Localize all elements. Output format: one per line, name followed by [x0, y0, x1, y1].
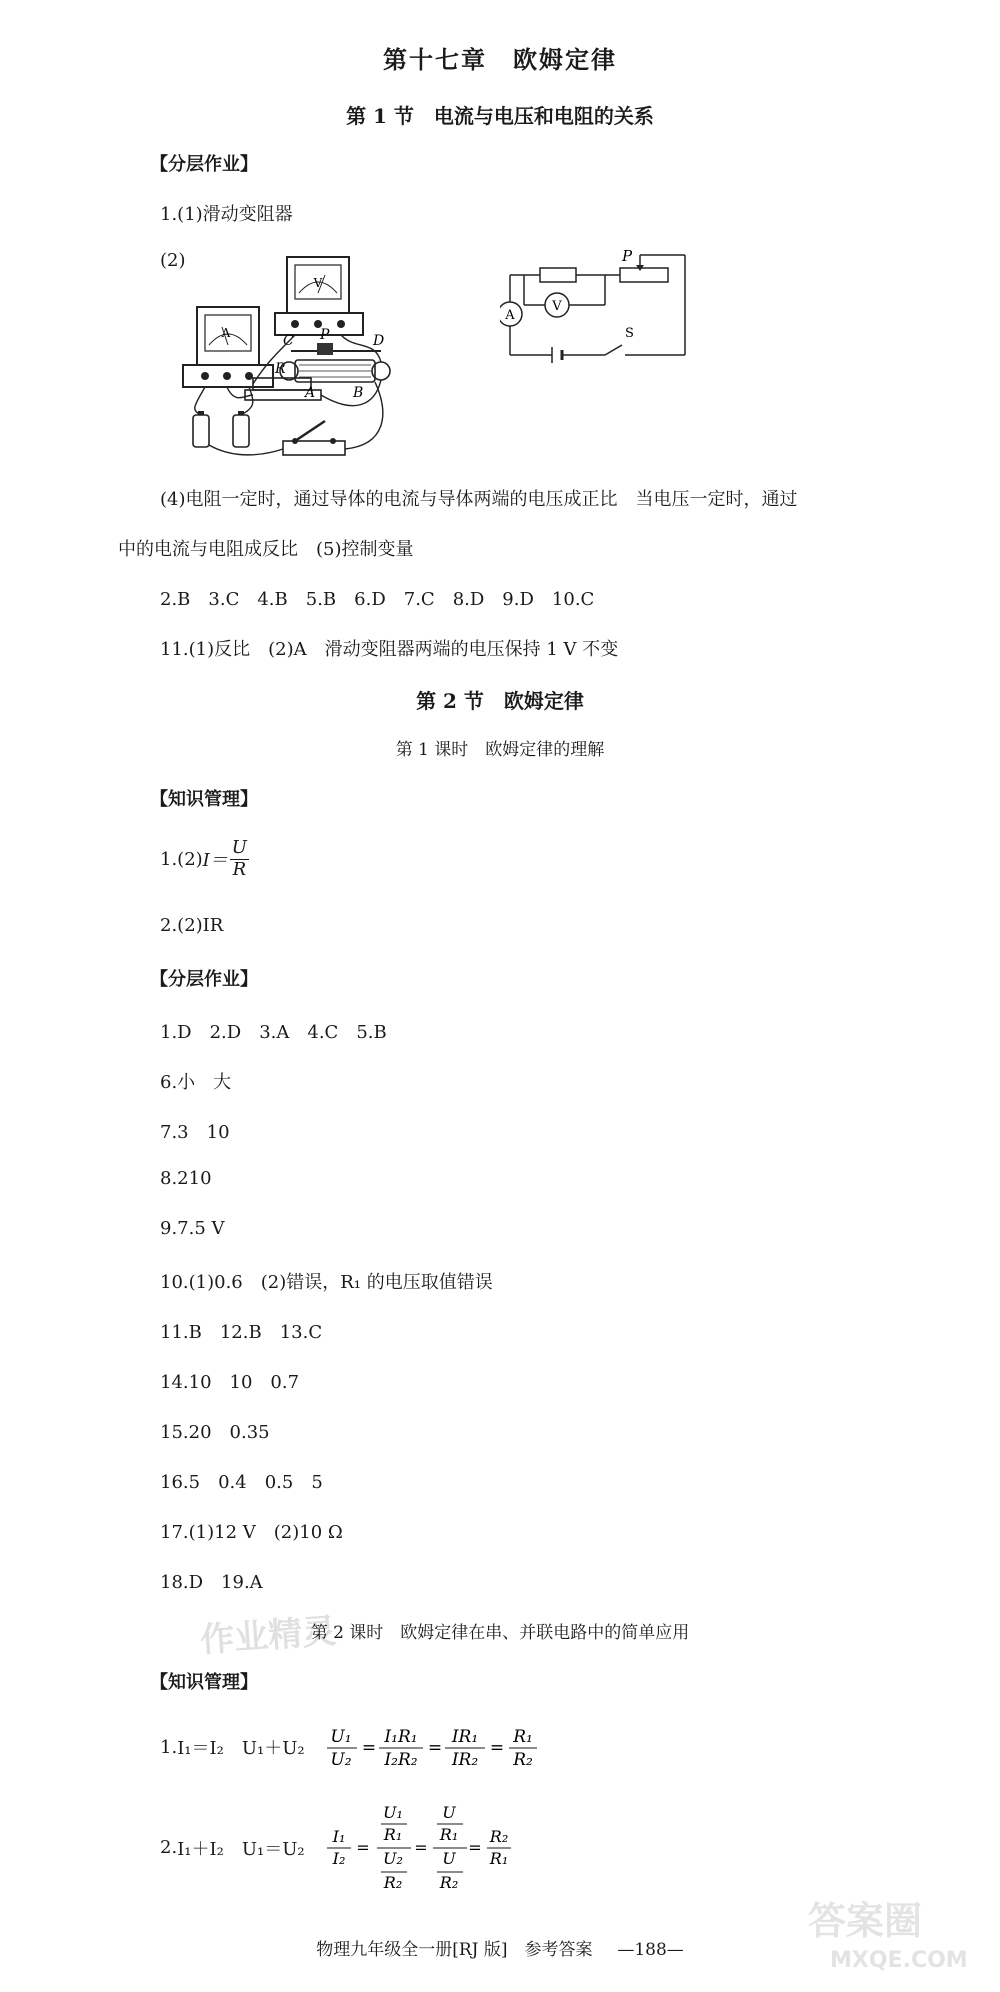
answers-2-10: 2.B 3.C 4.B 5.B 6.D 7.C 8.D 9.D 10.C	[160, 589, 595, 610]
terminal-b-label: B	[353, 385, 364, 401]
watermark-text: 作业精灵	[199, 1611, 338, 1661]
parallel-prefix: 2.	[160, 1837, 178, 1858]
ohms-law-numerator: U	[231, 837, 247, 858]
circuit-slider-label: P	[622, 247, 633, 265]
ohms-law-lhs: I＝	[202, 850, 228, 872]
svg-text:=: =	[489, 1738, 504, 1758]
answer-list: 6.小 大	[160, 1072, 232, 1093]
svg-text:U₂: U₂	[382, 1849, 403, 1868]
svg-text:R₂: R₂	[383, 1873, 402, 1892]
series-ratio-formula	[323, 1722, 543, 1772]
svg-text:R₁: R₁	[383, 1825, 402, 1844]
svg-text:U: U	[441, 1849, 456, 1868]
answer-list: 9.7.5 V	[160, 1218, 225, 1239]
answer-1-2-label: (2)	[160, 250, 186, 271]
footer-book-title: 物理九年级全一册[RJ 版] 参考答案	[316, 1940, 593, 1960]
parallel-circuit-formula	[160, 1800, 513, 1895]
lesson-2-title: 第 2 课时 欧姆定律在串、并联电路中的简单应用	[310, 1623, 690, 1643]
svg-text:I₁R₁: I₁R₁	[384, 1727, 418, 1747]
homework-tag-1: 【分层作业】	[150, 154, 258, 175]
svg-text:I₂R₂: I₂R₂	[384, 1750, 418, 1770]
svg-text:=: =	[355, 1838, 370, 1857]
svg-text:U₂: U₂	[330, 1750, 352, 1770]
terminal-a-label: A	[305, 385, 316, 401]
parallel-relations: I₁＋I₂ U₁＝U₂	[177, 1838, 305, 1860]
circuit-voltmeter-label: V	[552, 299, 562, 314]
svg-text:IR₂: IR₂	[451, 1750, 478, 1770]
ohms-law-fraction	[230, 838, 249, 880]
answer-list: 15.20 0.35	[160, 1422, 270, 1443]
ohms-law-denominator: R	[232, 858, 247, 880]
terminal-c-label: C	[283, 333, 294, 349]
ammeter-label: A	[221, 326, 231, 340]
chapter-title: 第十七章 欧姆定律	[383, 45, 617, 74]
rheostat-symbol	[620, 268, 668, 282]
series-relations: I₁＝I₂ U₁＋U₂	[177, 1738, 305, 1759]
answer-1-4b: 中的电流与电阻成反比 (5)控制变量	[118, 539, 414, 560]
knowledge-1-prefix: 1.(2)	[160, 848, 203, 870]
homework-tag-2: 【分层作业】	[150, 969, 258, 990]
voltmeter-icon	[275, 257, 363, 335]
resistor-symbol	[540, 268, 576, 282]
voltmeter-label: V	[313, 276, 323, 290]
answer-1-1: 1.(1)滑动变阻器	[160, 204, 293, 225]
battery-icon	[193, 411, 249, 447]
series-prefix: 1.	[160, 1736, 178, 1758]
knowledge-2: 2.(2)IR	[160, 915, 224, 936]
answer-list: 18.D 19.A	[160, 1572, 263, 1593]
svg-text:=: =	[361, 1738, 376, 1758]
svg-text:U₁: U₁	[382, 1803, 403, 1822]
section-2-title: 第 2 节 欧姆定律	[416, 689, 584, 713]
series-circuit-formula	[160, 1722, 543, 1772]
answer-list: 7.3 10	[160, 1122, 230, 1143]
svg-text:R₁: R₁	[439, 1825, 458, 1844]
corner-watermark: 答案圈	[808, 1899, 923, 1943]
svg-text:I₂: I₂	[332, 1849, 345, 1868]
switch-symbol	[605, 345, 622, 355]
knowledge-tag-2: 【知识管理】	[150, 1672, 258, 1693]
svg-text:U₁: U₁	[330, 1727, 352, 1747]
experiment-apparatus-diagram	[175, 245, 520, 465]
parallel-ratio-formula	[323, 1800, 513, 1895]
svg-text:R₁: R₁	[512, 1727, 533, 1747]
section-1-title: 第 1 节 电流与电压和电阻的关系	[346, 104, 654, 128]
answer-list: 10.(1)0.6 (2)错误，R₁ 的电压取值错误	[160, 1272, 493, 1293]
svg-text:=: =	[467, 1838, 482, 1857]
answer-list: 14.10 10 0.7	[160, 1372, 300, 1393]
svg-text:IR₁: IR₁	[451, 1727, 478, 1747]
page-number: —188—	[617, 1940, 684, 1960]
switch-icon	[283, 421, 345, 455]
answer-11: 11.(1)反比 (2)A 滑动变阻器两端的电压保持 1 V 不变	[160, 639, 619, 660]
circuit-schematic-diagram	[500, 245, 695, 370]
svg-text:=: =	[427, 1738, 442, 1758]
corner-watermark-url: MXQE.COM	[830, 1948, 968, 1973]
knowledge-tag-1: 【知识管理】	[150, 789, 258, 810]
svg-text:R₁: R₁	[489, 1849, 508, 1868]
svg-text:=: =	[413, 1838, 428, 1857]
answer-1-4a: (4)电阻一定时，通过导体的电流与导体两端的电压成正比 当电压一定时，通过	[160, 489, 798, 510]
svg-text:R₂: R₂	[489, 1827, 508, 1846]
answer-list: 1.D 2.D 3.A 4.C 5.B	[160, 1022, 387, 1043]
answer-list: 17.(1)12 V (2)10 Ω	[160, 1522, 343, 1543]
svg-text:R₂: R₂	[439, 1873, 458, 1892]
answer-list: 11.B 12.B 13.C	[160, 1322, 323, 1343]
answer-list: 8.210	[160, 1168, 212, 1189]
circuit-switch-label: S	[625, 326, 634, 341]
answer-list: 16.5 0.4 0.5 5	[160, 1472, 323, 1493]
lesson-1-title: 第 1 课时 欧姆定律的理解	[395, 740, 605, 760]
svg-text:R₂: R₂	[512, 1750, 533, 1770]
svg-text:I₁: I₁	[332, 1827, 345, 1846]
terminal-d-label: D	[373, 333, 385, 349]
svg-text:U: U	[441, 1803, 456, 1822]
knowledge-1	[160, 838, 251, 880]
slider-p-label: P	[320, 327, 330, 343]
circuit-ammeter-label: A	[505, 308, 515, 323]
resistor-label: R	[275, 361, 286, 377]
